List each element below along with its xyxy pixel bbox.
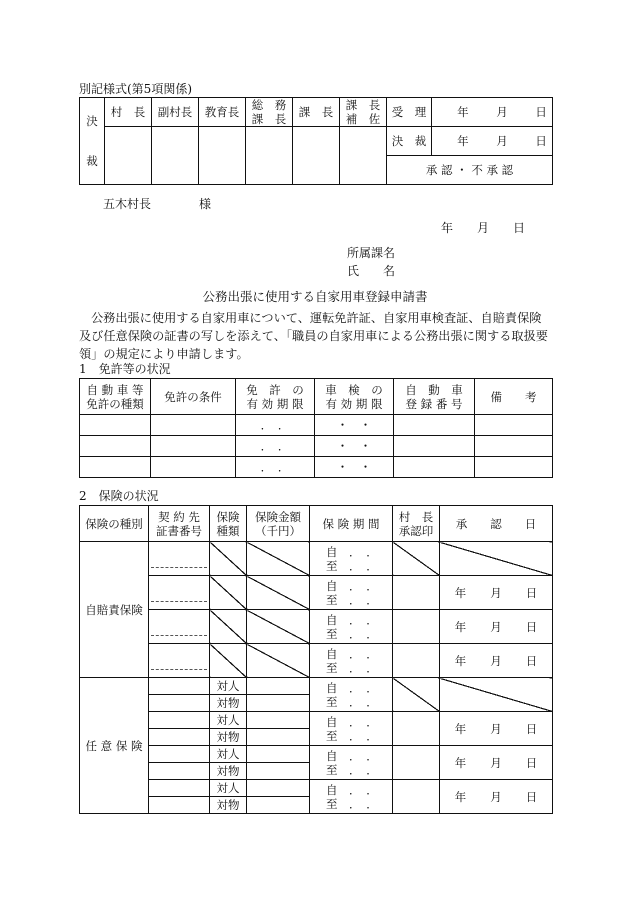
table-row — [80, 576, 553, 610]
period-cell: 自 ． ． 至 ． ． — [310, 576, 393, 610]
role-general-affairs: 総 務 課 長 — [246, 98, 293, 127]
table-row — [80, 436, 553, 457]
document-title: 公務出張に使用する自家用車登録申請書 — [202, 289, 428, 304]
section1-heading: 1 免許等の状況 — [79, 362, 171, 376]
inspection-expiry-cell: ・ ・ — [315, 436, 394, 457]
contract-cell — [149, 610, 210, 644]
approval-date-cell: 年 月 日 — [440, 746, 553, 780]
insurance-type-header: 保険の種別 — [80, 506, 149, 542]
license-condition-header: 免許の条件 — [151, 379, 236, 415]
table-row — [80, 644, 553, 678]
license-table — [79, 378, 553, 478]
period-cell: 自 ． ． 至 ． ． — [310, 712, 393, 746]
application-date: 年 月 日 — [441, 221, 526, 235]
role-assistant-chief: 課 長 補 佐 — [340, 98, 387, 127]
stamp-superintendent — [199, 127, 246, 185]
table-row — [80, 457, 553, 478]
inspection-expiry-cell: ・ ・ — [315, 415, 394, 436]
table-row — [80, 780, 553, 797]
received-date: 年 月 日 — [432, 98, 553, 127]
table-row — [80, 542, 553, 576]
approval-date-cell: 年 月 日 — [440, 780, 553, 814]
remarks-header: 備 考 — [475, 379, 553, 415]
applicant-name-label: 氏 名 — [347, 264, 396, 278]
table-row — [80, 712, 553, 729]
coverage-property: 対物 — [210, 763, 247, 780]
applicant-department-label: 所属課名 — [347, 246, 396, 260]
coverage-person: 対人 — [210, 780, 247, 797]
voluntary-insurance-label: 任 意 保 険 — [80, 678, 149, 814]
addressee: 五木村長 様 — [103, 197, 212, 211]
stamp-assistant-chief — [340, 127, 387, 185]
coverage-person: 対人 — [210, 678, 247, 695]
approval-date-cell: 年 月 日 — [440, 644, 553, 678]
decided-label: 決 裁 — [387, 127, 432, 156]
license-type-header: 自 動 車 等 免許の種類 — [80, 379, 151, 415]
stamp-general-affairs — [246, 127, 293, 185]
body-text: 公務出張に使用する自家用車について、運転免許証、自家用車検査証、自賠責保険及び任意保険の証書の写しを添えて、「職員の自家用車による公務出張に関する取扱要領」の規定により申請します。 — [79, 311, 548, 361]
approval-side-label: 決 裁 — [80, 98, 105, 185]
role-mayor: 村 長 — [105, 98, 152, 127]
license-expiry-cell: ． ． — [236, 415, 315, 436]
period-cell: 自 ． ． 至 ． ． — [310, 644, 393, 678]
approval-table — [79, 97, 553, 185]
coverage-property: 対物 — [210, 695, 247, 712]
stamp-deputy-mayor — [152, 127, 199, 185]
approval-date-header: 承 認 日 — [440, 506, 553, 542]
coverage-type-header: 保険 種類 — [210, 506, 247, 542]
form-reference: 別記様式(第5項関係) — [79, 82, 192, 96]
period-cell: 自 ． ． 至 ． ． — [310, 542, 393, 576]
table-row — [80, 415, 553, 436]
coverage-property: 対物 — [210, 797, 247, 814]
period-cell: 自 ． ． 至 ． ． — [310, 610, 393, 644]
received-label: 受 理 — [387, 98, 432, 127]
contract-cell — [149, 542, 210, 576]
license-expiry-header: 免 許 の 有 効 期 限 — [236, 379, 315, 415]
role-section-chief: 課 長 — [293, 98, 340, 127]
license-expiry-cell: ． ． — [236, 436, 315, 457]
stamp-section-chief — [293, 127, 340, 185]
license-expiry-cell: ． ． — [236, 457, 315, 478]
approval-result: 承 認 ・ 不 承 認 — [387, 156, 553, 185]
section2-heading: 2 保険の状況 — [79, 489, 159, 503]
period-cell: 自 ． ． 至 ． ． — [310, 780, 393, 814]
coverage-property: 対物 — [210, 729, 247, 746]
table-row — [80, 678, 553, 695]
role-deputy-mayor: 副村長 — [152, 98, 199, 127]
contract-cell — [149, 644, 210, 678]
role-superintendent: 教育長 — [199, 98, 246, 127]
insurance-table — [79, 505, 553, 814]
mayor-seal-header: 村 長 承認印 — [393, 506, 440, 542]
coverage-person: 対人 — [210, 746, 247, 763]
compulsory-insurance-label: 自賠責保険 — [80, 542, 149, 678]
contract-cell — [149, 576, 210, 610]
period-cell: 自 ． ． 至 ． ． — [310, 746, 393, 780]
approval-date-cell: 年 月 日 — [440, 576, 553, 610]
period-cell: 自 ． ． 至 ． ． — [310, 678, 393, 712]
contract-header: 契 約 先 証書番号 — [149, 506, 210, 542]
inspection-expiry-cell: ・ ・ — [315, 457, 394, 478]
period-header: 保 険 期 間 — [310, 506, 393, 542]
table-row — [80, 746, 553, 763]
stamp-mayor — [105, 127, 152, 185]
amount-header: 保険金額 （千円） — [247, 506, 310, 542]
approval-date-cell: 年 月 日 — [440, 712, 553, 746]
registration-number-header: 自 動 車 登 録 番 号 — [394, 379, 475, 415]
decided-date: 年 月 日 — [432, 127, 553, 156]
approval-date-cell: 年 月 日 — [440, 610, 553, 644]
inspection-expiry-header: 車 検 の 有 効 期 限 — [315, 379, 394, 415]
coverage-person: 対人 — [210, 712, 247, 729]
table-row — [80, 610, 553, 644]
